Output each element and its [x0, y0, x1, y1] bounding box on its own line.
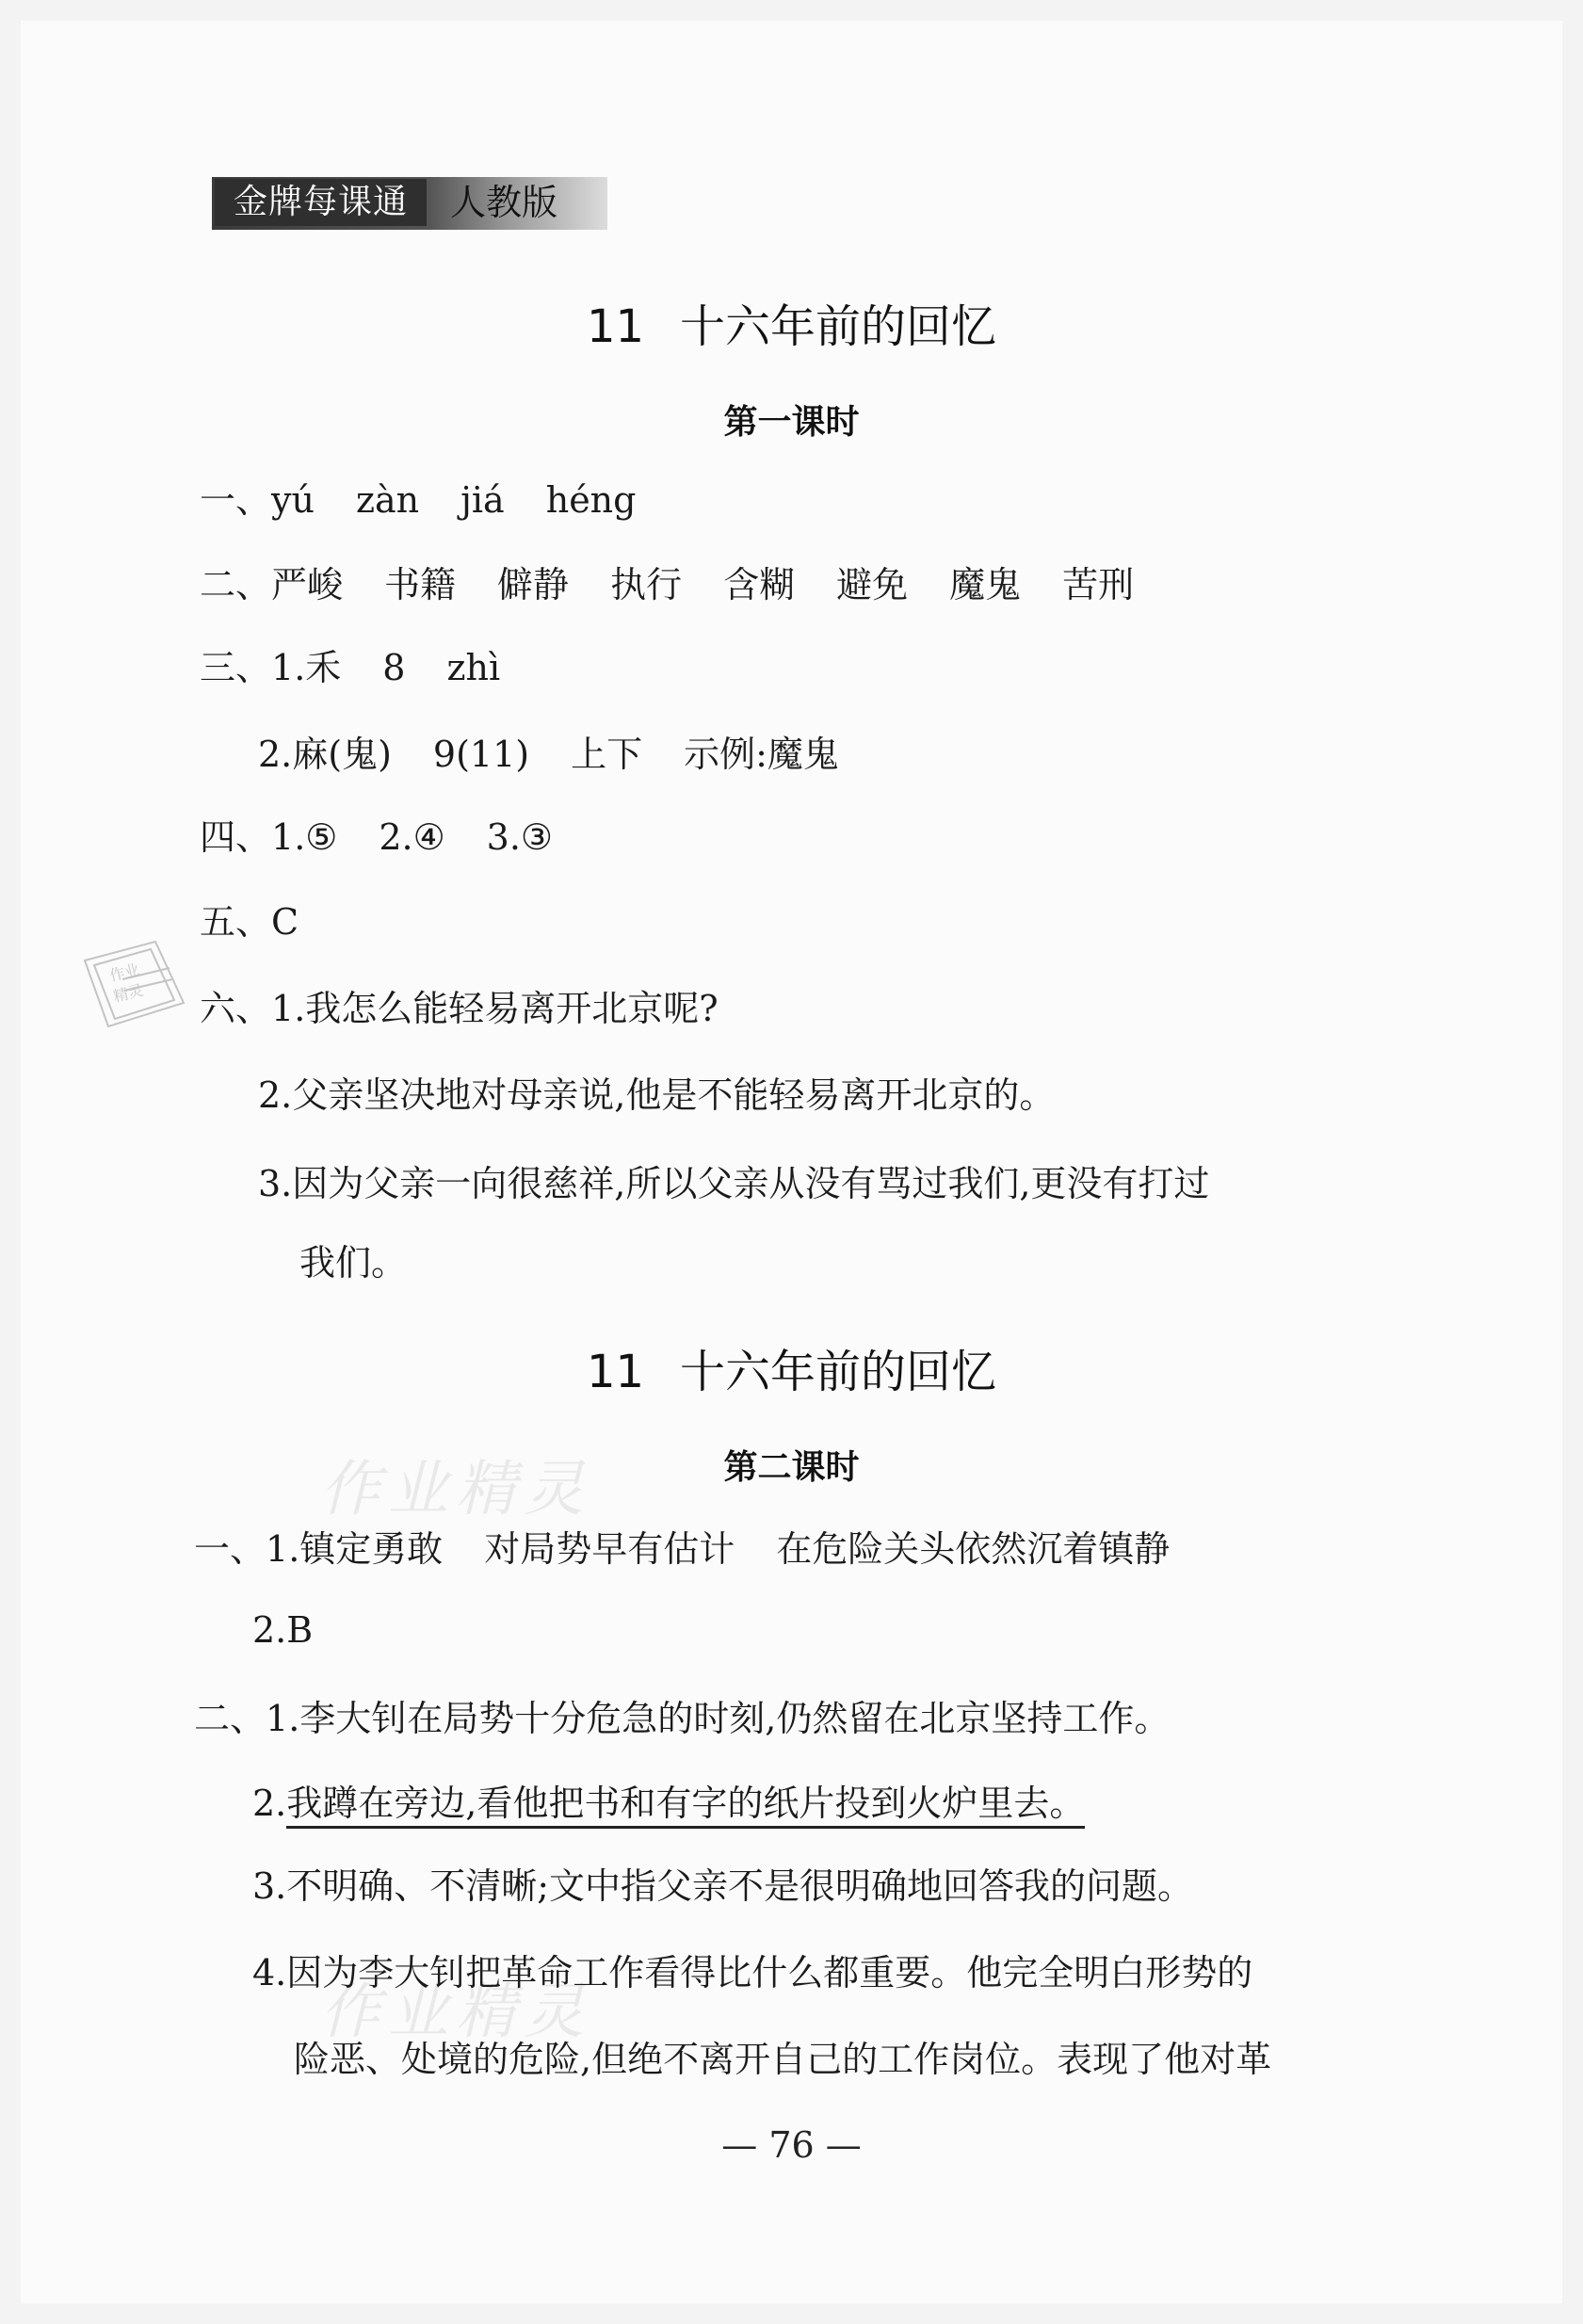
answer-item: zhì	[446, 647, 501, 688]
answer-item: 2.麻(鬼)	[258, 734, 392, 775]
pinyin: héng	[545, 479, 637, 521]
answer-item: 1.禾	[271, 647, 342, 688]
answer-text: C	[271, 901, 299, 943]
word: 书籍	[384, 564, 457, 605]
edition-label: 人教版	[450, 182, 558, 223]
period-title-2: 第二课时	[723, 1448, 860, 1487]
lesson-name: 十六年前的回忆	[680, 1346, 997, 1398]
question-label: 二、	[200, 564, 272, 605]
answer-1-1	[200, 476, 636, 524]
answer-1-3-line2	[258, 731, 839, 778]
answer-1-6-line3: 3.因为父亲一向很慈祥,所以父亲从没有骂过我们,更没有打过	[258, 1163, 1210, 1204]
answer-item: 1.镇定勇敢	[266, 1528, 444, 1570]
pinyin: yú	[271, 479, 315, 521]
word: 魔鬼	[949, 564, 1022, 605]
question-label: 六、	[200, 988, 272, 1029]
answer-2-1-line2: 2.B	[252, 1609, 314, 1651]
answer-item: 2.④	[379, 816, 445, 858]
answer-2-1-line1	[194, 1525, 1170, 1573]
word: 严峻	[271, 564, 344, 605]
lesson-title-1	[0, 290, 1583, 355]
answer-item: 8	[382, 647, 406, 688]
answer-item: 对局势早有估计	[484, 1528, 735, 1570]
answer-2-2-line3: 3.不明确、不清晰;文中指父亲不是很明确地回答我的问题。	[252, 1865, 1194, 1907]
pinyin: jiá	[460, 479, 505, 521]
answer-1-6-line4: 我们。	[299, 1242, 408, 1283]
answer-item: 9(11)	[432, 734, 530, 775]
stamp-logo	[66, 923, 207, 1045]
answer-1-5	[200, 898, 299, 945]
answer-2-2-line4: 4.因为李大钊把革命工作看得比什么都重要。他完全明白形势的	[252, 1952, 1253, 1993]
period-title-1: 第一课时	[723, 403, 860, 442]
answer-1-6-line1	[200, 985, 719, 1032]
word: 含糊	[723, 564, 796, 605]
word: 执行	[610, 564, 683, 605]
answer-1-6-line2: 2.父亲坚决地对母亲说,他是不能轻易离开北京的。	[258, 1074, 1056, 1116]
item-number: 2.	[252, 1783, 287, 1824]
watermark-1: 作业精灵	[320, 1455, 591, 1525]
answer-text: 1.李大钊在局势十分危急的时刻,仍然留在北京坚持工作。	[266, 1698, 1171, 1739]
word: 避免	[836, 564, 909, 605]
lesson-title-2	[0, 1335, 1583, 1400]
question-label: 四、	[200, 816, 272, 858]
answer-item: 在危险关头依然沉着镇静	[776, 1528, 1171, 1570]
answer-text: 1.我怎么能轻易离开北京呢?	[271, 988, 719, 1029]
question-label: 一、	[194, 1528, 267, 1570]
watermark-2: 作业精灵	[320, 1977, 591, 2047]
question-label: 三、	[200, 647, 272, 688]
svg-text:作业: 作业	[107, 960, 142, 985]
page-number: — 76 —	[721, 2124, 862, 2166]
pinyin: zàn	[355, 479, 420, 521]
answer-item: 3.③	[486, 816, 553, 858]
question-label: 一、	[200, 479, 272, 521]
word: 苦刑	[1062, 564, 1135, 605]
answer-2-2-line1	[194, 1695, 1170, 1742]
svg-text:精灵: 精灵	[111, 980, 146, 1006]
answer-1-2	[200, 561, 1134, 608]
question-label: 五、	[200, 901, 272, 943]
answer-item: 示例:魔鬼	[684, 734, 839, 775]
answer-item: 上下	[571, 734, 643, 775]
lesson-number: 11	[586, 300, 645, 353]
answer-1-4	[200, 814, 553, 861]
lesson-number: 11	[586, 1346, 645, 1398]
series-name: 金牌每课通	[215, 179, 427, 226]
answer-2-2-line2	[252, 1780, 1085, 1827]
answer-1-3-line1	[200, 644, 500, 691]
answer-item: 1.⑤	[271, 816, 338, 858]
lesson-name: 十六年前的回忆	[680, 300, 997, 353]
answer-2-2-line5: 险恶、处境的危险,但绝不离开自己的工作岗位。表现了他对革	[294, 2039, 1272, 2080]
question-label: 二、	[194, 1698, 267, 1739]
underlined-sentence: 我蹲在旁边,看他把书和有字的纸片投到火炉里去。	[286, 1783, 1085, 1829]
word: 僻静	[497, 564, 570, 605]
